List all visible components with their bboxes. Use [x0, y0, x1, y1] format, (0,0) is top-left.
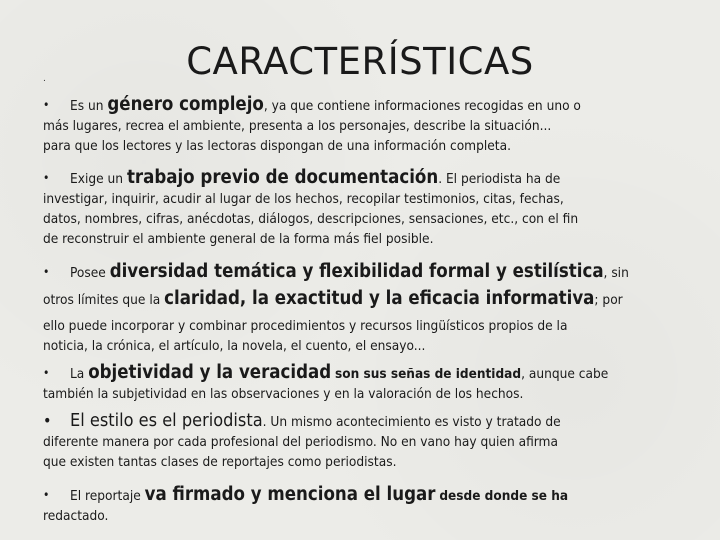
emphasis-text: son sus señas de identidad	[335, 366, 522, 382]
body-line: para que los lectores y las lectoras dispongan de una información completa.	[43, 138, 511, 154]
body-line: noticia, la crónica, el artículo, la novela, el cuento, el ensayo...	[43, 338, 426, 354]
emphasis-text: género complejo	[107, 94, 264, 115]
bullet-icon: •	[43, 98, 50, 112]
text-run: , sin	[603, 265, 629, 281]
bullet-icon: •	[43, 171, 50, 185]
text-run: ; por	[594, 292, 623, 308]
body-line: investigar, inquirir, acudir al lugar de los hechos, recopilar testimonios, citas, fechas,	[43, 191, 564, 207]
bullet-item	[43, 485, 683, 526]
emphasis-text: desde donde se ha	[439, 488, 569, 504]
bullet-item	[43, 168, 683, 249]
text-run: , aunque cabe	[521, 366, 609, 382]
bullet-icon: •	[43, 411, 52, 430]
bullet-item	[43, 95, 683, 156]
slide-title: CARACTERÍSTICAS	[186, 40, 534, 83]
body-line: datos, nombres, cifras, anécdotas, diálogos, descripciones, sensaciones, etc., con el fin	[43, 211, 579, 227]
bullet-first-line	[43, 95, 683, 116]
text-run: Exige un	[70, 171, 127, 187]
bullet-item	[43, 363, 683, 404]
bullet-first-line	[43, 168, 683, 189]
bullet-icon: •	[43, 265, 50, 279]
body-line: diferente manera por cada profesional del periodismo. No en vano hay quien afirma	[43, 434, 558, 450]
bullet-icon: •	[43, 488, 50, 502]
body-line: más lugares, recrea el ambiente, presenta a los personajes, describe la situación...	[43, 118, 552, 134]
text-run: El reportaje	[70, 488, 145, 504]
emphasis-text: El estilo es el periodista	[70, 410, 263, 431]
body-line	[43, 289, 683, 310]
bullet-item	[43, 262, 683, 356]
emphasis-text: trabajo previo de documentación	[126, 167, 439, 188]
bullet-icon: •	[43, 366, 50, 380]
body-line: de reconstruir el ambiente general de la forma más fiel posible.	[43, 231, 434, 247]
text-run: otros límites que la	[43, 292, 165, 308]
stray-mark: .	[43, 74, 46, 84]
emphasis-text: claridad, la exactitud y la eficacia informativa	[164, 288, 595, 309]
text-run: . Un mismo acontecimiento es visto y tratado de	[262, 414, 561, 430]
emphasis-text: diversidad temática y flexibilidad formal y estilística	[109, 261, 604, 282]
text-run: Es un	[70, 98, 108, 114]
bullet-first-line	[43, 363, 683, 384]
bullet-first-line	[43, 262, 683, 283]
bullet-first-line	[43, 411, 683, 432]
body-line: ello puede incorporar y combinar procedimientos y recursos lingüísticos propios de la	[43, 318, 568, 334]
text-run: Posee	[70, 265, 110, 281]
body-line: redactado.	[43, 508, 109, 524]
emphasis-text: objetividad y la veracidad	[88, 362, 332, 383]
text-run: . El periodista ha de	[438, 171, 561, 187]
bullet-first-line	[43, 485, 683, 506]
bullet-item	[43, 411, 683, 472]
emphasis-text: va firmado y menciona el lugar	[144, 484, 436, 505]
body-line: también la subjetividad en las observaciones y en la valoración de los hechos.	[43, 386, 524, 402]
body-line: que existen tantas clases de reportajes como periodistas.	[43, 454, 397, 470]
text-run: La	[70, 366, 89, 382]
text-run: , ya que contiene informaciones recogidas en uno o	[263, 98, 581, 114]
